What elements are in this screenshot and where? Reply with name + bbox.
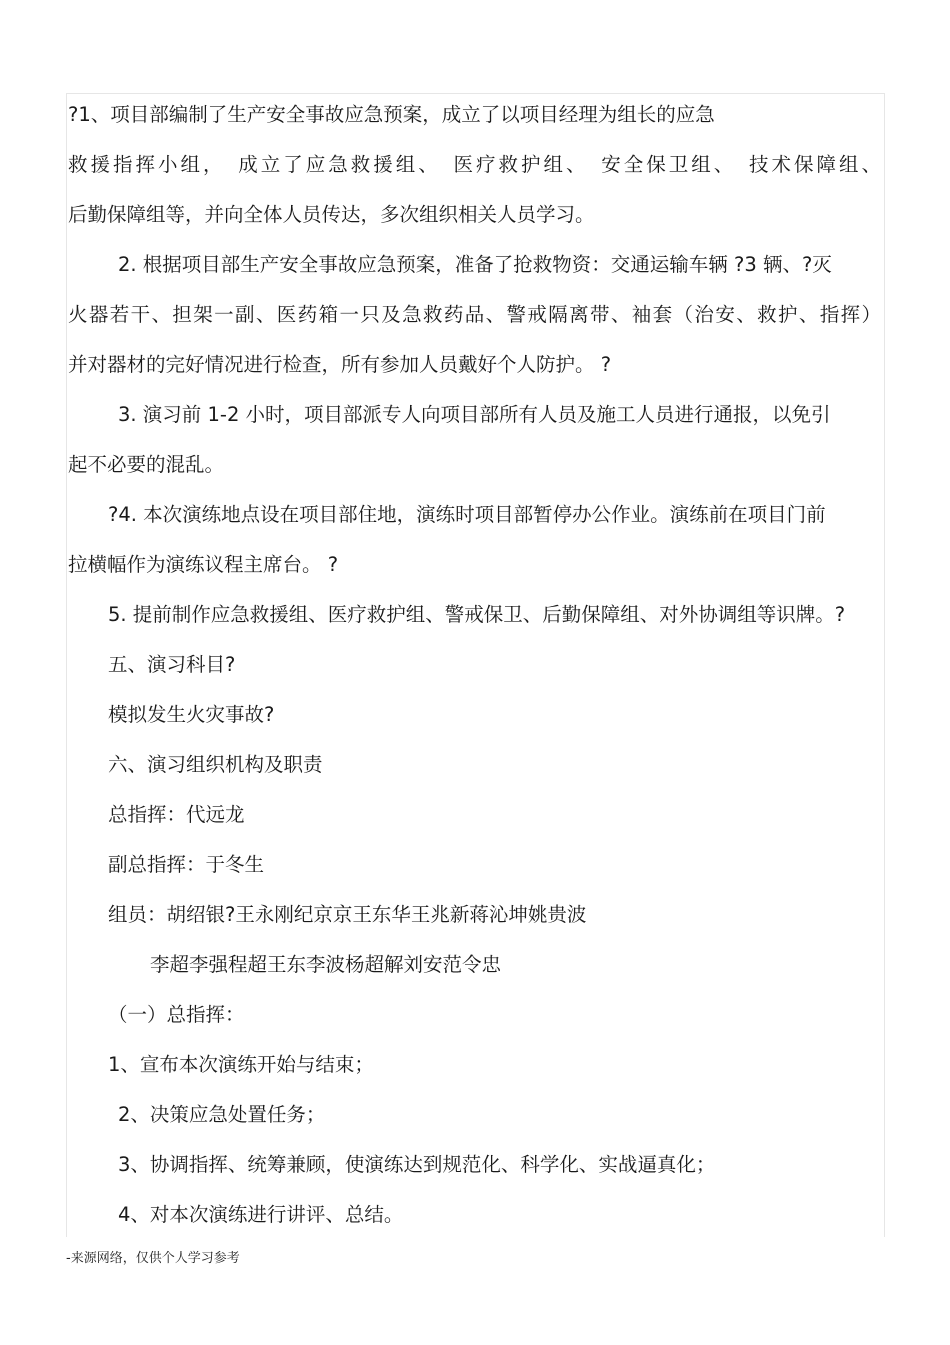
- drill-subject: 模拟发生火灾事故?: [108, 703, 275, 726]
- section-6-heading: 六、演习组织机构及职责: [108, 753, 323, 776]
- duty-item-4: 4、对本次演练进行讲评、总结。: [118, 1203, 404, 1226]
- paragraph-3-line-1: 3. 演习前 1-2 小时，项目部派专人向项目部所有人员及施工人员进行通报，以免引: [118, 403, 831, 426]
- deputy-commander: 副总指挥：于冬生: [108, 853, 265, 876]
- paragraph-2-line-1: 2. 根据项目部生产安全事故应急预案，准备了抢救物资：交通运输车辆 ?3 辆、?灭: [118, 253, 832, 276]
- paragraph-4-line-2: 拉横幅作为演练议程主席台。 ?: [68, 553, 339, 576]
- paragraph-1-line-2: 救援指挥小组， 成立了应急救援组、 医疗救护组、 安全保卫组、 技术保障组、: [68, 153, 881, 176]
- paragraph-2-line-2: 火器若干、担架一副、医药箱一只及急救药品、警戒隔离带、袖套（治安、救护、指挥）: [68, 303, 881, 326]
- paragraph-1-line-3: 后勤保障组等，并向全体人员传达，多次组织相关人员学习。: [68, 203, 595, 226]
- subsection-commander-heading: （一）总指挥：: [108, 1003, 245, 1026]
- members-line-1: 组员：胡绍银?王永刚纪京京王东华王兆新蒋沁坤姚贵波: [108, 903, 587, 926]
- footer-note: -来源网络，仅供个人学习参考: [66, 1251, 240, 1266]
- commander: 总指挥：代远龙: [108, 803, 245, 826]
- section-5-heading: 五、演习科目?: [108, 653, 236, 676]
- paragraph-3-line-2: 起不必要的混乱。: [68, 453, 225, 476]
- paragraph-1-line-1: ?1、项目部编制了生产安全事故应急预案，成立了以项目经理为组长的应急: [68, 103, 715, 126]
- duty-item-3: 3、协调指挥、统筹兼顾，使演练达到规范化、科学化、实战逼真化；: [118, 1153, 716, 1176]
- paragraph-4-line-1: ?4. 本次演练地点设在项目部住地，演练时项目部暂停办公作业。演练前在项目门前: [108, 503, 826, 526]
- duty-item-2: 2、决策应急处置任务；: [118, 1103, 326, 1126]
- paragraph-2-line-3: 并对器材的完好情况进行检查，所有参加人员戴好个人防护。 ?: [68, 353, 612, 376]
- paragraph-5: 5. 提前制作应急救援组、医疗救护组、警戒保卫、后勤保障组、对外协调组等识牌。?: [108, 603, 846, 626]
- duty-item-1: 1、宣布本次演练开始与结束；: [108, 1053, 374, 1076]
- members-line-2: 李超李强程超王东李波杨超解刘安范令忠: [150, 953, 502, 976]
